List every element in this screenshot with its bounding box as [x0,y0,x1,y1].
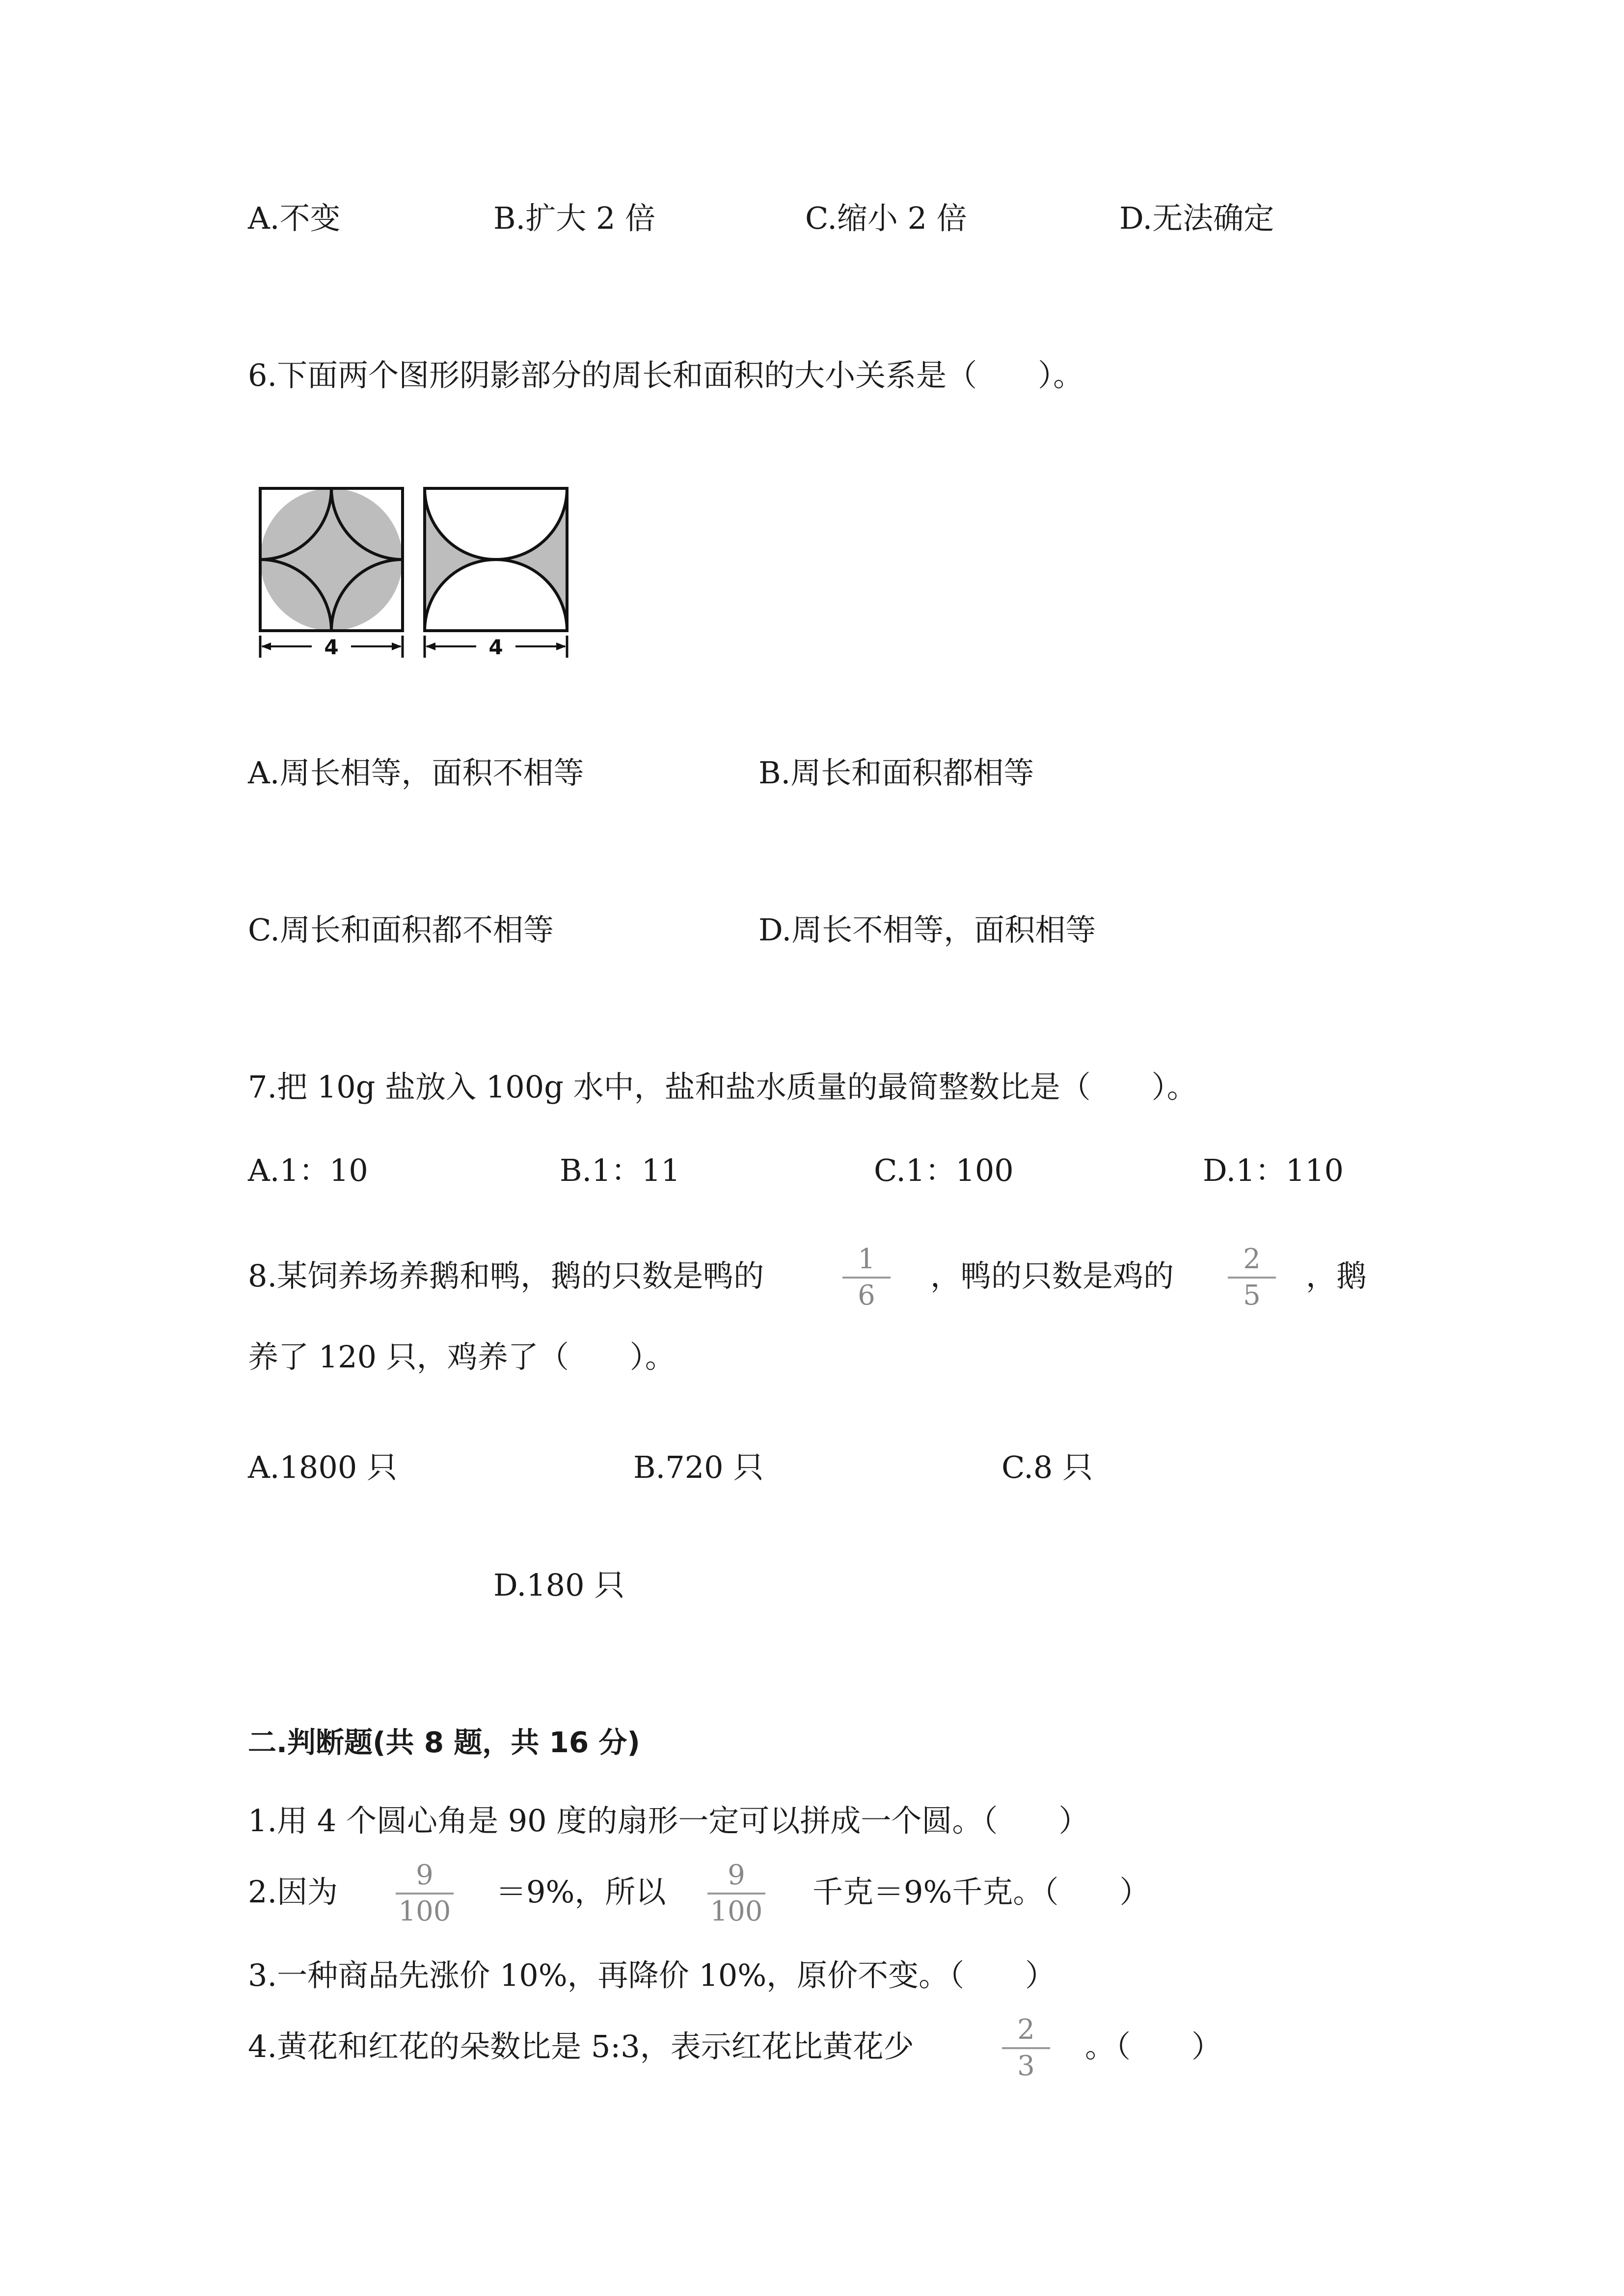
fraction-bar [1228,1277,1276,1279]
tf-question-2-part-3: 千克＝9%千克。（ ） [812,1874,1150,1910]
dim-label-left: 4 [324,635,339,659]
tf-question-2-part-1: 2.因为 [248,1874,338,1910]
q7-option-a: A.1：10 [248,1152,368,1188]
tf-question-2-part-2: ＝9%，所以 [496,1874,666,1910]
q5-option-a: A.不变 [248,200,341,236]
q6-option-d: D.周长不相等，面积相等 [758,912,1096,948]
tf-question-1: 1.用 4 个圆心角是 90 度的扇形一定可以拼成一个圆。（ ） [248,1803,1089,1839]
shaded-star-region [260,488,403,631]
fraction-numerator: 2 [1243,1243,1261,1275]
tf-q2-fraction-1 [393,1860,457,1927]
fraction-bar [707,1893,765,1895]
q8-fraction-2 [1225,1244,1279,1311]
q8-stem-part-3: ，鹅 [1306,1258,1367,1294]
fraction-bar [1002,2047,1050,2049]
q6-option-a: A.周长相等，面积不相等 [248,755,584,791]
q6-option-b: B.周长和面积都相等 [758,755,1034,791]
figure-two-semicircles [425,488,567,659]
q8-option-b: B.720 只 [633,1449,764,1485]
fraction-denominator: 100 [398,1896,451,1927]
tf-question-4-part-1: 4.黄花和红花的朵数比是 5:3，表示红花比黄花少 [248,2029,914,2064]
figure-four-quarter-circles [260,488,403,659]
q7-option-d: D.1：110 [1203,1152,1344,1188]
q6-stem: 6.下面两个图形阴影部分的周长和面积的大小关系是（ ）。 [248,357,1084,393]
q7-stem: 7.把 10g 盐放入 100g 水中，盐和盐水质量的最简整数比是（ ）。 [248,1069,1197,1105]
q8-option-c: C.8 只 [1001,1449,1093,1485]
fraction-numerator: 9 [416,1859,433,1891]
q8-stem-part-4: 养了 120 只，鸡养了（ ）。 [248,1339,676,1375]
q8-stem-part-2: ，鸭的只数是鸡的 [930,1258,1174,1294]
q5-option-d: D.无法确定 [1119,200,1274,236]
q5-option-c: C.缩小 2 倍 [805,200,967,236]
q5-option-b: B.扩大 2 倍 [493,200,656,236]
tf-question-3: 3.一种商品先涨价 10%，再降价 10%，原价不变。（ ） [248,1957,1056,1993]
fraction-denominator: 100 [710,1896,763,1927]
q8-option-d: D.180 只 [493,1567,625,1603]
fraction-numerator: 1 [858,1243,875,1275]
tf-q4-fraction [999,2015,1053,2082]
q8-fraction-1 [839,1244,893,1311]
fraction-bar [396,1893,454,1895]
dim-label-right: 4 [488,635,503,659]
q6-figure [255,483,589,660]
section-2-title: 二.判断题(共 8 题，共 16 分) [248,1726,640,1759]
q7-option-c: C.1：100 [874,1152,1014,1188]
fraction-bar [842,1277,891,1279]
fraction-denominator: 5 [1243,1280,1261,1311]
fraction-numerator: 9 [728,1859,745,1891]
q7-option-b: B.1：11 [560,1152,680,1188]
tf-q2-fraction-2 [704,1860,768,1927]
q6-option-c: C.周长和面积都不相等 [248,912,554,948]
tf-question-4-part-2: 。（ ） [1085,2029,1222,2064]
q8-stem-part-1: 8.某饲养场养鹅和鸭，鹅的只数是鸭的 [248,1258,764,1294]
fraction-denominator: 3 [1017,2050,1035,2082]
q8-option-a: A.1800 只 [248,1449,397,1485]
fraction-numerator: 2 [1017,2014,1035,2046]
fraction-denominator: 6 [858,1280,875,1311]
